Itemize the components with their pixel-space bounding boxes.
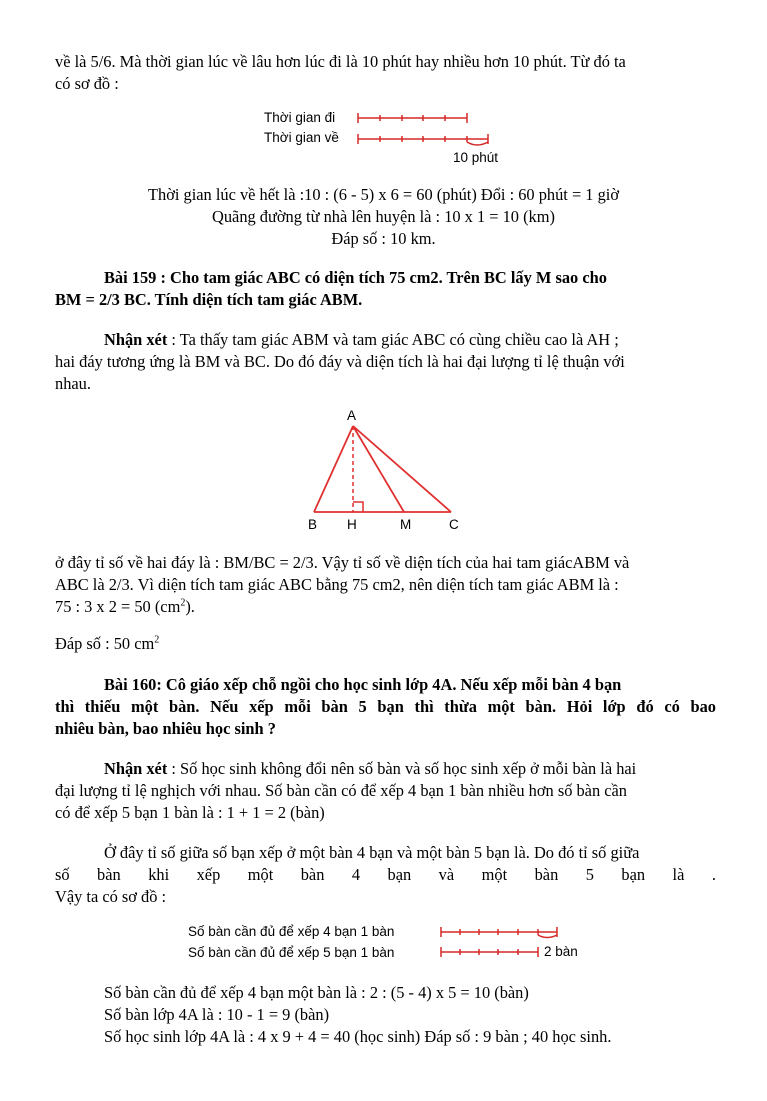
remark-label: Nhận xét <box>104 759 168 778</box>
diagram-note: 2 bàn <box>544 944 578 959</box>
diagram-label-return: Thời gian về <box>264 130 339 145</box>
word: khi <box>148 865 170 884</box>
word: một <box>481 865 508 884</box>
text-line: hai đáy tương ứng là BM và BC. Do đó đáy và diện tích là hai đại lượng tỉ lệ thuận với <box>55 352 625 371</box>
remark-text: : Ta thấy tam giác ABM và tam giác ABC có cùng chiều cao là AH ; <box>167 330 619 349</box>
remark-text: : Số học sinh không đổi nên số bàn và số học sinh xếp ở mỗi bàn là hai <box>167 759 637 778</box>
text-line: có để xếp 5 bạn 1 bàn là : 1 + 1 = 2 (bàn) <box>55 803 325 822</box>
word: 5 <box>585 865 594 884</box>
text-line: có sơ đồ : <box>55 74 119 93</box>
text-line: Quãng đường từ nhà lên huyện là : 10 x 1 = 10 (km) <box>212 207 555 226</box>
superscript: 2 <box>154 634 160 646</box>
diagram-label-4: Số bàn cần đủ để xếp 4 bạn 1 bàn <box>188 924 395 939</box>
word: xếp <box>196 865 221 884</box>
text-line: Số bàn cần đủ để xếp 4 bạn một bàn là : 2 : (5 - 4) x 5 = 10 (bàn) <box>104 983 529 1002</box>
text-line: ABC là 2/3. Vì diện tích tam giác ABC bằng 75 cm2, nên diện tích tam giác ABM là : <box>55 575 619 594</box>
word: bàn <box>300 865 325 884</box>
vertex-label-b: B <box>308 517 318 532</box>
answer-text: Đáp số : 50 cm <box>55 634 155 653</box>
word: bàn <box>97 865 121 884</box>
word: bạn <box>387 865 412 884</box>
problem-title: Bài 160: Cô giáo xếp chỗ ngồi cho học sinh lớp 4A. Nếu xếp mỗi bàn 4 bạn <box>104 675 622 694</box>
word: bàn <box>534 865 559 884</box>
text-line: về là 5/6. Mà thời gian lúc về lâu hơn lúc đi là 10 phút hay nhiều hơn 10 phút. Từ đó ta <box>55 52 626 71</box>
text-line: Thời gian lúc về hết là :10 : (6 - 5) x 6 = 60 (phút) Đổi : 60 phút = 1 giờ <box>147 185 619 204</box>
remark-label: Nhận xét <box>104 330 168 349</box>
text-line: Ở đây tỉ số giữa số bạn xếp ở một bàn 4 bạn và một bàn 5 bạn là. Do đó tỉ số giữa <box>104 843 640 862</box>
text-line: nhau. <box>55 374 91 393</box>
text-line: Số học sinh lớp 4A là : 4 x 9 + 4 = 40 (học sinh) Đáp số : 9 bàn ; 40 học sinh. <box>104 1027 612 1046</box>
problem-title: BM = 2/3 BC. Tính diện tích tam giác ABM. <box>55 290 363 309</box>
vertex-label-h: H <box>347 517 357 532</box>
text-line: ở đây tỉ số về hai đáy là : BM/BC = 2/3. Vậy tỉ số về diện tích của hai tam giácABM và <box>55 553 630 572</box>
text-line: Vậy ta có sơ đồ : <box>55 887 167 906</box>
text-line: Số bàn lớp 4A là : 10 - 1 = 9 (bàn) <box>104 1005 330 1024</box>
vertex-label-m: M <box>400 517 412 532</box>
word: bạn <box>621 865 646 884</box>
word: một <box>247 865 274 884</box>
problem-title: nhiêu bàn, bao nhiêu học sinh ? <box>55 719 276 738</box>
text-line: đại lượng tỉ lệ nghịch với nhau. Số bàn cần có để xếp 4 bạn 1 bàn nhiều hơn số bàn cần <box>55 781 627 800</box>
problem-title: thì thiếu một bàn. Nếu xếp mỗi bàn 5 bạn thì thừa một bàn. Hỏi lớp đó có bao <box>55 697 716 716</box>
word: và <box>438 865 455 884</box>
superscript: 2 <box>180 597 186 609</box>
diagram-label-go: Thời gian đi <box>264 110 336 125</box>
diagram-note: 10 phút <box>453 150 499 165</box>
word: số <box>55 865 70 884</box>
word: 4 <box>351 865 361 884</box>
formula-text: 75 : 3 x 2 = 50 (cm <box>55 597 181 616</box>
word: là <box>672 865 685 884</box>
problem-title: Bài 159 : Cho tam giác ABC có diện tích 75 cm2. Trên BC lấy M sao cho <box>104 268 607 287</box>
vertex-label-c: C <box>449 517 459 532</box>
vertex-label-a: A <box>347 408 357 423</box>
answer-line: Đáp số : 10 km. <box>331 229 436 248</box>
word: . <box>711 865 716 884</box>
diagram-label-5: Số bàn cần đủ để xếp 5 bạn 1 bàn <box>188 945 395 960</box>
formula-text-end: ). <box>185 597 195 616</box>
